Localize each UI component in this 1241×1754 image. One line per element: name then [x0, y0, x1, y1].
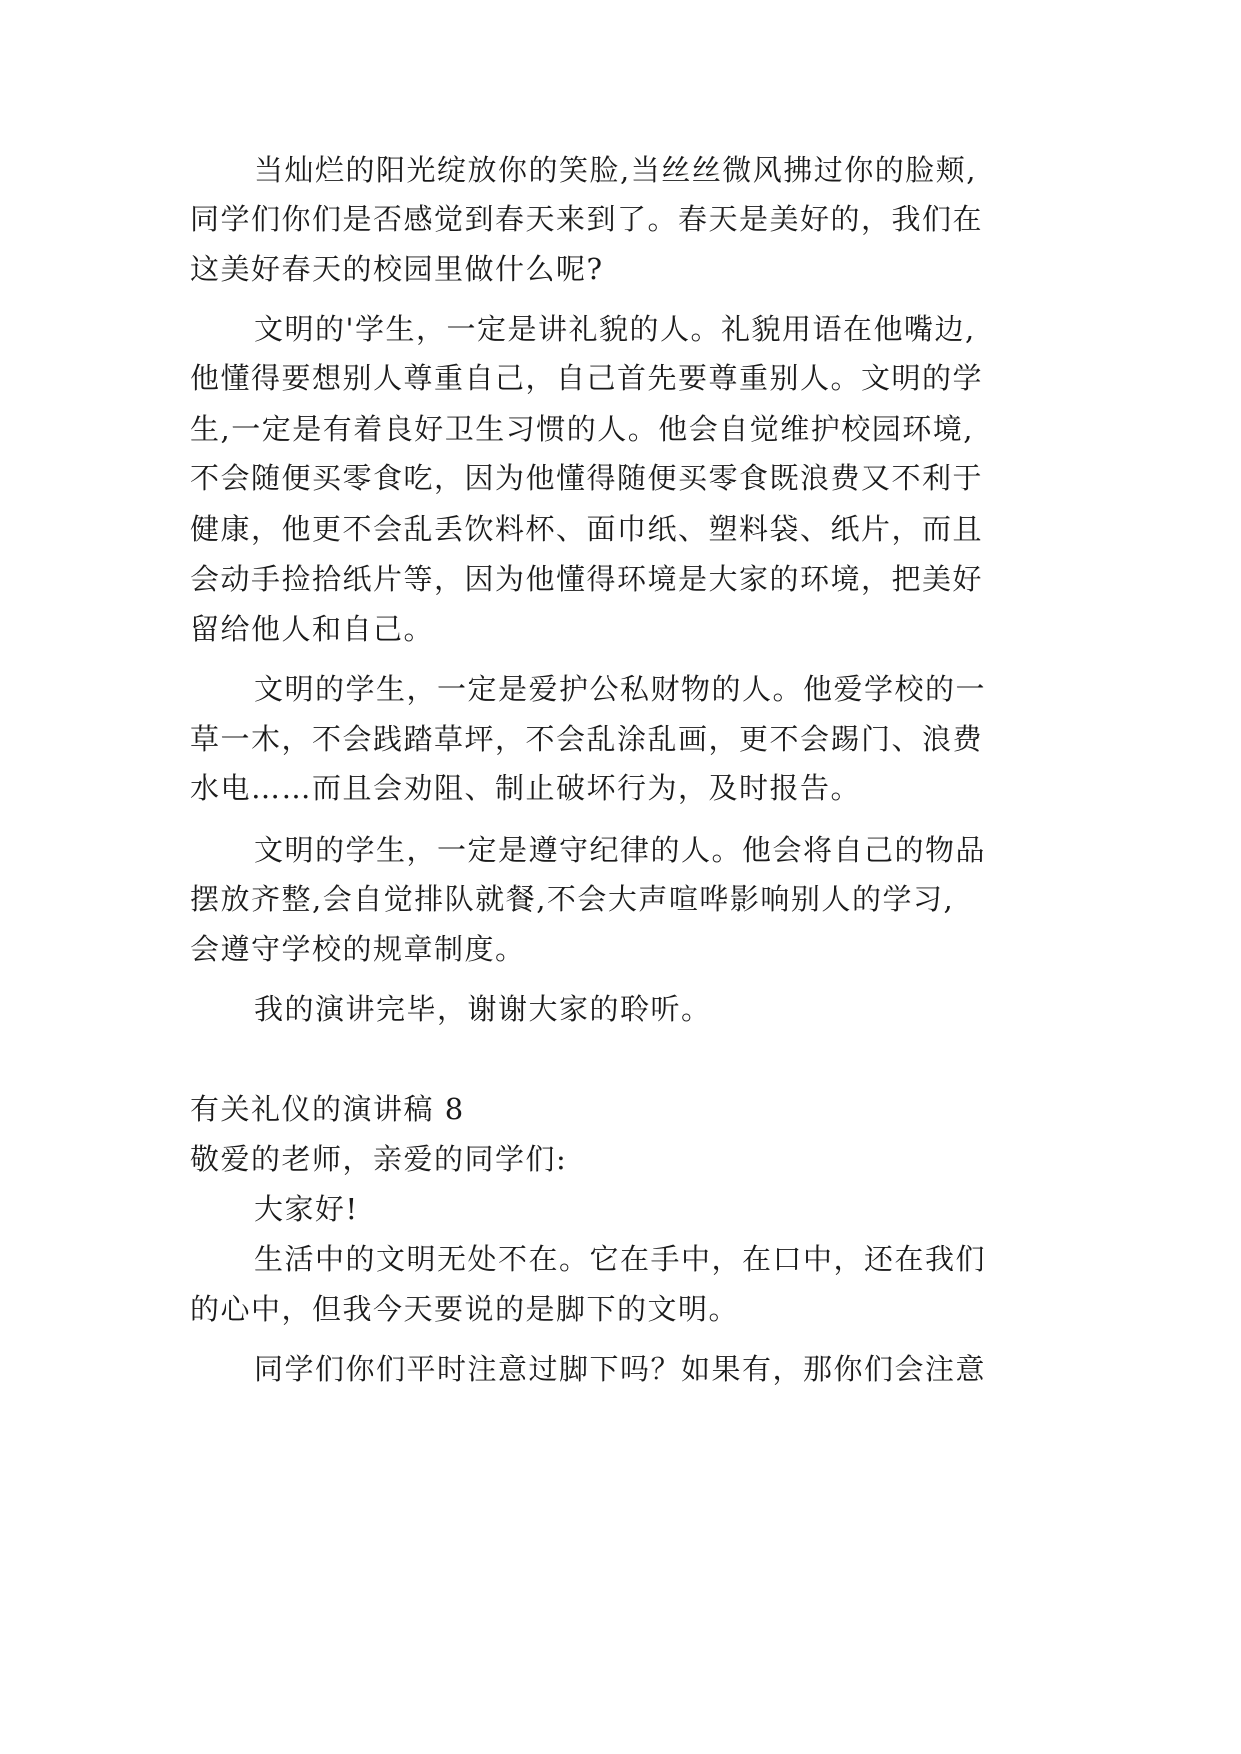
paragraph-2-line-4: 不会随便买零食吃，因为他懂得随便买零食既浪费又不利于 — [190, 461, 984, 495]
paragraph-1-line-1: 当灿烂的阳光绽放你的笑脸,当丝丝微风拂过你的脸颊, — [254, 153, 977, 187]
paragraph-7-line-1: 同学们你们平时注意过脚下吗？如果有，那你们会注意 — [254, 1352, 987, 1386]
paragraph-4-line-2: 摆放齐整,会自觉排队就餐,不会大声喧哗影响别人的学习, — [190, 882, 955, 916]
paragraph-2-line-2: 他懂得要想别人尊重自己，自己首先要尊重别人。文明的学 — [190, 361, 984, 395]
paragraph-4-line-1: 文明的学生，一定是遵守纪律的人。他会将自己的物品 — [254, 833, 987, 867]
salutation: 敬爱的老师，亲爱的同学们: — [190, 1142, 568, 1176]
paragraph-6-line-1: 生活中的文明无处不在。它在手中，在口中，还在我们 — [254, 1242, 987, 1276]
paragraph-6-line-2: 的心中，但我今天要说的是脚下的文明。 — [190, 1292, 740, 1326]
section-heading: 有关礼仪的演讲稿 8 — [190, 1092, 465, 1126]
paragraph-3-line-3: 水电……而且会劝阻、制止破坏行为，及时报告。 — [190, 771, 862, 805]
paragraph-3-line-2: 草一木，不会践踏草坪，不会乱涂乱画，更不会踢门、浪费 — [190, 722, 984, 756]
paragraph-2-line-6: 会动手捡拾纸片等，因为他懂得环境是大家的环境，把美好 — [190, 562, 984, 596]
paragraph-3-line-1: 文明的学生，一定是爱护公私财物的人。他爱学校的一 — [254, 672, 987, 706]
paragraph-2-line-3: 生,一定是有着良好卫生习惯的人。他会自觉维护校园环境, — [190, 412, 974, 446]
paragraph-2-line-5: 健康，他更不会乱丢饮料杯、面巾纸、塑料袋、纸片，而且 — [190, 512, 984, 546]
paragraph-1-line-3: 这美好春天的校园里做什么呢? — [190, 252, 604, 286]
paragraph-2-line-1: 文明的'学生，一定是讲礼貌的人。礼貌用语在他嘴边, — [254, 312, 976, 346]
paragraph-4-line-3: 会遵守学校的规章制度。 — [190, 932, 526, 966]
paragraph-5-line-1: 我的演讲完毕，谢谢大家的聆听。 — [254, 992, 712, 1026]
paragraph-1-line-2: 同学们你们是否感觉到春天来到了。春天是美好的，我们在 — [190, 202, 984, 236]
paragraph-2-line-7: 留给他人和自己。 — [190, 612, 435, 646]
greeting: 大家好! — [254, 1192, 359, 1226]
